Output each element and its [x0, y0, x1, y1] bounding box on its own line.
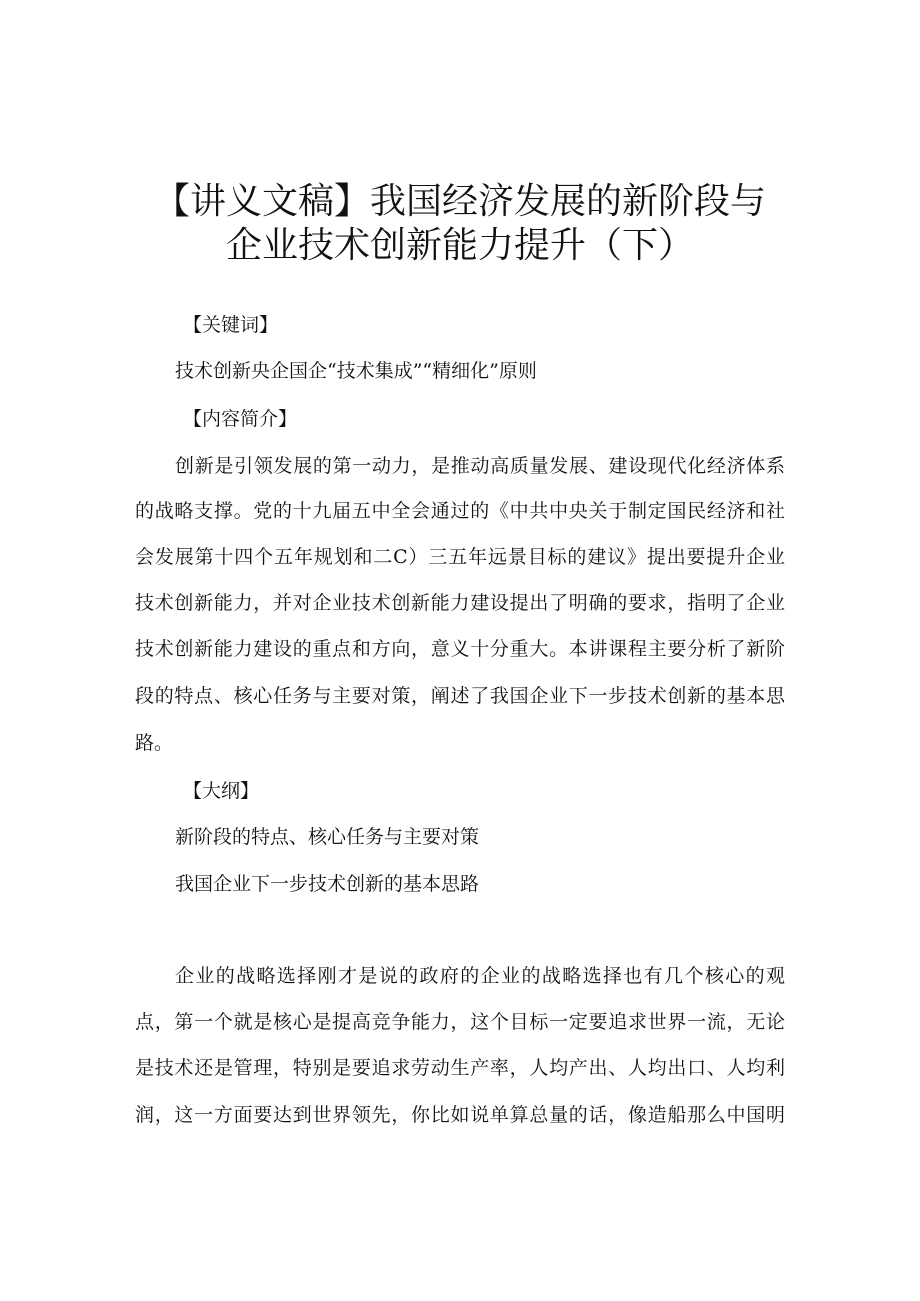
keywords-heading: 【关键词】	[183, 314, 279, 336]
keywords-text: 技术创新央企国企“技术集成”“精细化”原则	[175, 360, 537, 382]
summary-heading: 【内容简介】	[183, 408, 298, 430]
body-line: 企业的战略选择刚才是说的政府的企业的战略选择也有几个核心的观	[175, 965, 785, 987]
outline-item: 新阶段的特点、核心任务与主要对策	[175, 826, 480, 848]
body-line: 点，第一个就是核心是提高竞争能力，这个目标一定要追求世界一流，无论	[135, 1011, 785, 1033]
body-line: 润，这一方面要达到世界领先，你比如说单算总量的话，像造船那么中国明	[135, 1104, 785, 1126]
summary-line: 段的特点、核心任务与主要对策，阐述了我国企业下一步技术创新的基本思	[135, 685, 785, 707]
summary-line: 会发展第十四个五年规划和二C）三五年远景目标的建议》提出要提升企业	[135, 546, 785, 568]
document-title-line-2: 企业技术创新能力提升（下）	[225, 225, 694, 266]
summary-line: 创新是引领发展的第一动力，是推动高质量发展、建设现代化经济体系	[175, 455, 785, 477]
summary-line: 技术创新能力，并对企业技术创新能力建设提出了明确的要求，指明了企业	[135, 592, 785, 614]
outline-heading: 【大纲】	[183, 780, 260, 802]
summary-line: 的战略支撑。党的十九届五中全会通过的《中共中央关于制定国民经济和社	[135, 500, 785, 522]
document-title-line-1: 【讲义文稿】我国经济发展的新阶段与	[153, 181, 766, 222]
body-line: 是技术还是管理，特别是要追求劳动生产率，人均产出、人均出口、人均利	[135, 1057, 785, 1079]
summary-line: 路。	[135, 732, 174, 754]
outline-item: 我国企业下一步技术创新的基本思路	[175, 873, 480, 895]
summary-line: 技术创新能力建设的重点和方向，意义十分重大。本讲课程主要分析了新阶	[135, 638, 785, 660]
